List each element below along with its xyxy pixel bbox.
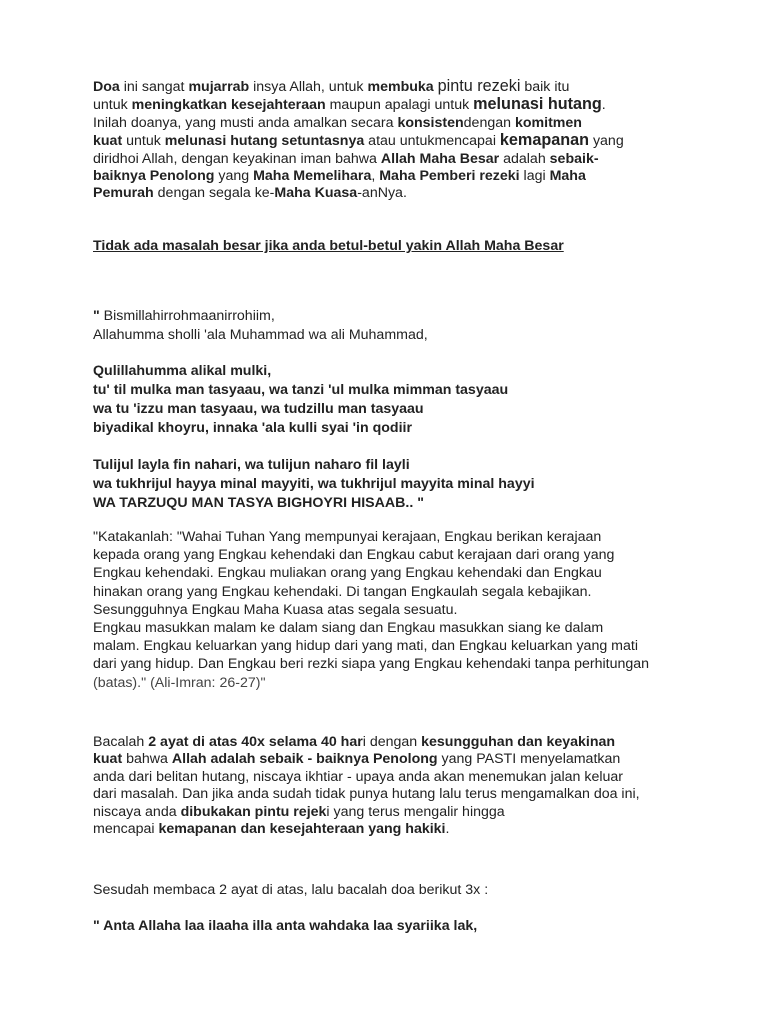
doa-verse-1 (93, 362, 693, 438)
verse-line: Tulijul layla fin nahari, wa tulijun naharo fil layli (93, 457, 410, 473)
section-heading-wrap (93, 238, 693, 255)
verse-line: WA TARZUQU MAN TASYA BIGHOYRI HISAAB.. " (93, 495, 424, 511)
translation-paragraph (93, 528, 693, 692)
instruction-paragraph (93, 734, 693, 838)
intro-line-5: diridhoi Allah, dengan keyakinan iman bahwa Allah Maha Besar adalah sebaik- (93, 150, 599, 167)
translation-line: (batas)." (Ali-Imran: 26-27)" (93, 674, 266, 691)
section-heading: Tidak ada masalah besar jika anda betul-betul yakin Allah Maha Besar (93, 238, 564, 254)
translation-line: "Katakanlah: "Wahai Tuhan Yang mempunyai kerajaan, Engkau berikan kerajaan (93, 529, 602, 545)
translation-line: Engkau kehendaki. Engkau muliakan orang yang Engkau kehendaki dan Engkau (93, 565, 602, 582)
intro-paragraph (93, 78, 693, 203)
translation-line: Sesungguhnya Engkau Maha Kuasa atas segala sesuatu. (93, 601, 458, 618)
instruction-line-4: dari masalah. Dan jika anda sudah tidak punya hutang lalu terus mengamalkan doa ini, (93, 786, 640, 803)
verse-line: biyadikal khoyru, innaka 'ala kulli syai 'in qodiir (93, 420, 412, 436)
final-doa-line: " Anta Allaha laa ilaaha illa anta wahdaka laa syariika lak, (93, 918, 478, 934)
instruction-line-2: kuat bahwa Allah adalah sebaik - baiknya Penolong yang PASTI menyelamatkan (93, 751, 621, 768)
intro-line-2: untuk meningkatkan kesejahteraan maupun apalagi untuk melunasi hutang. (93, 95, 606, 114)
final-doa-wrap (93, 918, 693, 935)
bismillah-line-1: " Bismillahirrohmaanirrohiim, (93, 308, 275, 324)
translation-line: dari yang hidup. Dan Engkau beri rezki siapa yang Engkau kehendaki tanpa perhitungan (93, 656, 650, 673)
instruction-line-5: niscaya anda dibukakan pintu rejeki yang terus mengalir hingga (93, 803, 505, 820)
after-instruction-wrap (93, 882, 693, 899)
translation-line: malam. Engkau keluarkan yang hidup dari yang mati, dan Engkau keluarkan yang mati (93, 638, 638, 655)
verse-line: tu' til mulka man tasyaau, wa tanzi 'ul mulka mimman tasyaau (93, 382, 509, 398)
intro-line-1: Doa ini sangat mujarrab insya Allah, untuk membuka pintu rezeki baik itu (93, 77, 570, 95)
intro-line-3: Inilah doanya, yang musti anda amalkan secara konsistendengan komitmen (93, 114, 582, 131)
translation-line: Engkau masukkan malam ke dalam siang dan Engkau masukkan siang ke dalam (93, 620, 604, 637)
bismillah-block (93, 307, 693, 345)
bismillah-line-2: Allahumma sholli 'ala Muhammad wa ali Muhammad, (93, 327, 428, 343)
instruction-line-6: mencapai kemapanan dan kesejahteraan yang hakiki. (93, 821, 450, 838)
verse-line: wa tukhrijul hayya minal mayyiti, wa tukhrijul mayyita minal hayyi (93, 476, 535, 492)
after-instruction: Sesudah membaca 2 ayat di atas, lalu bacalah doa berikut 3x : (93, 882, 489, 898)
instruction-line-3: anda dari belitan hutang, niscaya ikhtiar - upaya anda akan menemukan jalan keluar (93, 768, 624, 785)
verse-line: Qulillahumma alikal mulki, (93, 363, 272, 379)
intro-line-6: baiknya Penolong yang Maha Memelihara, Maha Pemberi rezeki lagi Maha (93, 168, 586, 185)
intro-line-7: Pemurah dengan segala ke-Maha Kuasa-anNya. (93, 185, 407, 202)
doa-verse-2 (93, 456, 693, 513)
intro-line-4: kuat untuk melunasi hutang setuntasnya atau untukmencapai kemapanan yang (93, 131, 624, 150)
translation-line: kepada orang yang Engkau kehendaki dan Engkau cabut kerajaan dari orang yang (93, 547, 615, 564)
instruction-line-1: Bacalah 2 ayat di atas 40x selama 40 hari dengan kesungguhan dan keyakinan (93, 734, 616, 750)
translation-line: hinakan orang yang Engkau kehendaki. Di tangan Engkaulah segala kebajikan. (93, 583, 592, 600)
verse-line: wa tu 'izzu man tasyaau, wa tudzillu man tasyaau (93, 401, 424, 417)
